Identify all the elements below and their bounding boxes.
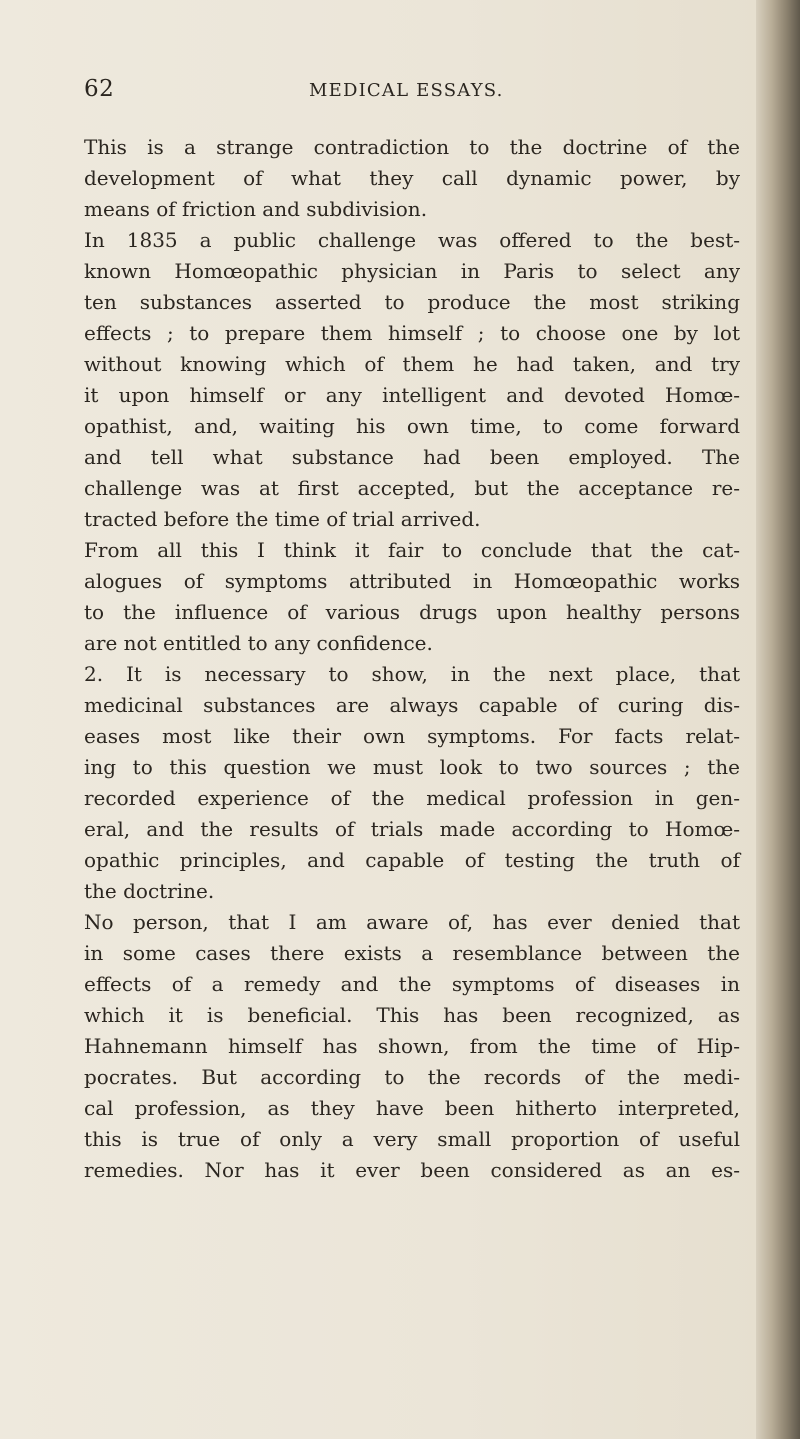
- text-line: In 1835 a public challenge was offered to the best-: [84, 228, 740, 252]
- text-line: in some cases there exists a resemblance between the: [84, 941, 740, 965]
- text-line: are not entitled to any confidence.: [84, 631, 433, 655]
- text-line: eases most like their own symptoms. For facts relat-: [84, 724, 740, 748]
- page-number: 62: [84, 76, 115, 102]
- text-line: challenge was at first accepted, but the acceptance re-: [84, 476, 740, 500]
- text-line: ing to this question we must look to two sources ; the: [84, 755, 740, 779]
- text-line: effects of a remedy and the symptoms of diseases in: [84, 972, 740, 996]
- text-line: ten substances asserted to produce the most striking: [84, 290, 740, 314]
- book-spine-shadow: [756, 0, 800, 1439]
- text-line: tracted before the time of trial arrived.: [84, 507, 481, 531]
- text-line: opathist, and, waiting his own time, to come forward: [84, 414, 740, 438]
- text-line: pocrates. But according to the records of the medi-: [84, 1065, 740, 1089]
- text-line: From all this I think it fair to conclude that the cat-: [84, 538, 740, 562]
- text-line: development of what they call dynamic power, by: [84, 166, 740, 190]
- body-text: [84, 132, 740, 1186]
- text-line: effects ; to prepare them himself ; to choose one by lot: [84, 321, 740, 345]
- running-head: [84, 76, 734, 108]
- text-line: which it is beneficial. This has been recognized, as: [84, 1003, 740, 1027]
- text-line: means of friction and subdivision.: [84, 197, 428, 221]
- text-line: Hahnemann himself has shown, from the time of Hip-: [84, 1034, 740, 1058]
- running-title: MEDICAL ESSAYS.: [309, 80, 504, 101]
- text-line: eral, and the results of trials made according to Homœ-: [84, 817, 740, 841]
- text-line: opathic principles, and capable of testing the truth of: [84, 848, 740, 872]
- text-line: known Homœopathic physician in Paris to select any: [84, 259, 740, 283]
- text-line: 2. It is necessary to show, in the next place, that: [84, 662, 740, 686]
- text-line: This is a strange contradiction to the doctrine of the: [84, 135, 740, 159]
- text-line: it upon himself or any intelligent and devoted Homœ-: [84, 383, 740, 407]
- text-line: the doctrine.: [84, 879, 215, 903]
- text-line: alogues of symptoms attributed in Homœopathic works: [84, 569, 740, 593]
- text-line: this is true of only a very small proportion of useful: [84, 1127, 740, 1151]
- text-line: cal profession, as they have been hitherto interpreted,: [84, 1096, 740, 1120]
- text-line: and tell what substance had been employed. The: [84, 445, 740, 469]
- text-line: to the influence of various drugs upon healthy persons: [84, 600, 740, 624]
- text-line: No person, that I am aware of, has ever denied that: [84, 910, 740, 934]
- text-line: remedies. Nor has it ever been considered as an es-: [84, 1158, 740, 1182]
- text-line: recorded experience of the medical profession in gen-: [84, 786, 740, 810]
- text-line: without knowing which of them he had taken, and try: [84, 352, 740, 376]
- text-line: medicinal substances are always capable of curing dis-: [84, 693, 740, 717]
